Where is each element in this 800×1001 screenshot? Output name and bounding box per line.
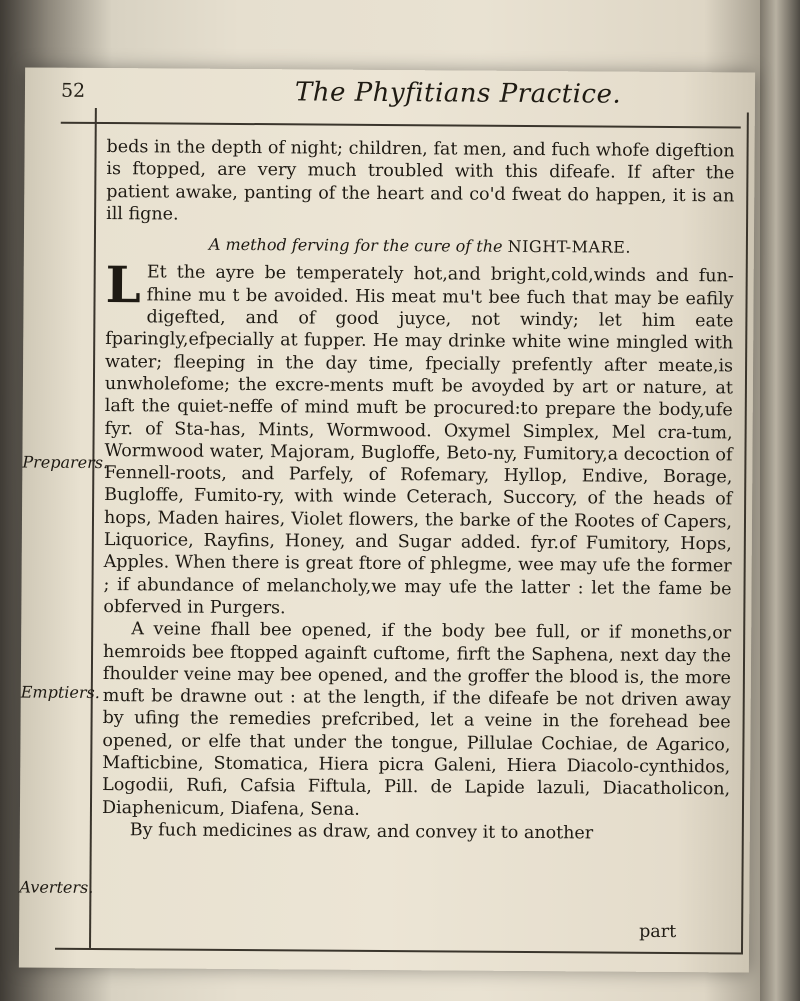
page-header [55, 76, 735, 121]
heading-prefix: A method ferving for the cure of the [208, 234, 503, 256]
catchword: part [639, 921, 677, 943]
page-number: 52 [60, 79, 86, 102]
paragraph-regimen-text: Et the ayre be temperately hot,and bright,cold,winds and fun-fhine mu t be avoided. His meat mu't bee fuch that may be eafily digefted, and of good juyce, not windy; let him eate fparingly,efpecially at fupper. He may drinke white wine mingled with water; fleeping in the day time, fpecially prefently after meate,is unwholefome; the excre-ments muft be avoyded by art or nature, at laft the quiet-neffe of mind muft be procured:to prepare the body,ufe fyr. of Sta-has, Mints, Wormwood. Oxymel Simplex, Mel cra-tum, Wormwood water, Majoram, Bugloffe, Beto-ny, Fumitory,a decoction of Fennell-roots, and Parfely, of Rofemary, Hyllop, Endive, Borage, Bugloffe, Fumito-ry, with winde Ceterach, Succory, of the heads of hops, Maden haires, Violet flowers, the barke of the Rootes of Capers, Liquorice, Rayfins, Honey, and Sugar added. fyr.of Fumitory, Hops, Apples. When there is great ftore of phlegme, wee may ufe the former ; if abundance of melancholy,we may ufe the latter : let the fame be obferved in Purgers. [103, 262, 734, 619]
body-text [102, 136, 735, 846]
header-rule [61, 122, 741, 129]
drop-capital: L [105, 255, 141, 315]
margin-note-averters: Averters. [19, 877, 94, 897]
book-page [19, 67, 755, 972]
footer-rule [55, 948, 743, 955]
margin-rule-left [89, 108, 97, 948]
margin-note-emptiers: Emptiers. [20, 682, 100, 702]
section-heading [106, 233, 734, 260]
facing-page-edge [760, 0, 800, 1001]
paragraph-night-mare-sufferers: beds in the depth of night; children, fat men, and fuch whofe digeftion is ftopped, are very much troubled with this difeafe. If after the patient awake, panting of the heart and co'd fweat do happen, it is an ill figne. [106, 137, 735, 225]
paragraph-bloodletting: A veine fhall bee opened, if the body bee full, or if moneths,or hemroids bee ftopped againft cuftome, firft the Saphena, next day the fhoulder veine may bee opened, and the groffer the blood is, the more muft be drawne out : at the length, if the difeafe be not driven away by ufing the remedies prefcribed, let a veine in the forehead bee opened, or elfe that under the tongue, Pillulae Cochiae, de Agarico, Mafticbine, Stomatica, Hiera picra Galeni, Hiera Diacolo-cynthidos, Logodii, Rufi, Cafsia Fiftula, Pill. de Lapide lazuli, Diacatholicon, Diaphenicum, Diafena, Sena. [101, 619, 732, 820]
margin-rule-right [741, 113, 749, 953]
heading-caps: NIGHT-MARE. [507, 237, 632, 257]
paragraph-averters: By fuch medicines as draw, and convey it to another [129, 820, 594, 844]
paragraph-regimen [103, 255, 734, 623]
running-title: The Phyfitians Practice. [294, 77, 622, 110]
margin-note-preparers: Preparers. [22, 452, 109, 473]
